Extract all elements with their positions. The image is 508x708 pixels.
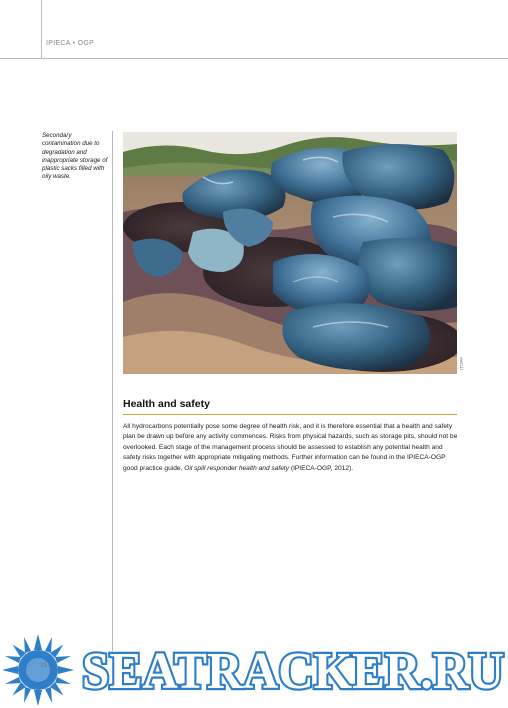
- watermark-text: SEATRACKER.RU: [82, 643, 504, 696]
- heading-rule: [123, 414, 457, 415]
- body-paragraph: All hydrocarbons potentially pose some degree of health risk, and it is therefore essential that a health and safety plan be drawn up before any activity commences. Risks from physical hazards, such as storage pits, should not be overlooked. Each stage of the management process should be assessed to establish any potential health and safety risks together with appropriate mitigating methods. Further information can be found in the IPIECA-OGP good practice guide, Oil spill responder health and safety (IPIECA-OGP, 2012).: [123, 423, 458, 472]
- guide-title: Oil spill responder health and safety: [184, 464, 290, 472]
- oily-waste-photo: [123, 132, 457, 374]
- section-heading: Health and safety: [123, 398, 210, 410]
- photo-credit: ITOPF: [459, 356, 464, 370]
- running-header: IPIECA • OGP: [46, 40, 95, 47]
- sun-logo-icon: [0, 632, 76, 708]
- photo-caption: Secondary contamination due to degradation and inappropriate storage of plastic sacks filled with oily waste.: [42, 132, 108, 181]
- page-number: 16: [40, 662, 48, 669]
- header-divider-vertical: [41, 0, 42, 58]
- header-divider-horizontal: [0, 58, 508, 59]
- watermark: [80, 640, 508, 696]
- column-divider: [112, 131, 113, 651]
